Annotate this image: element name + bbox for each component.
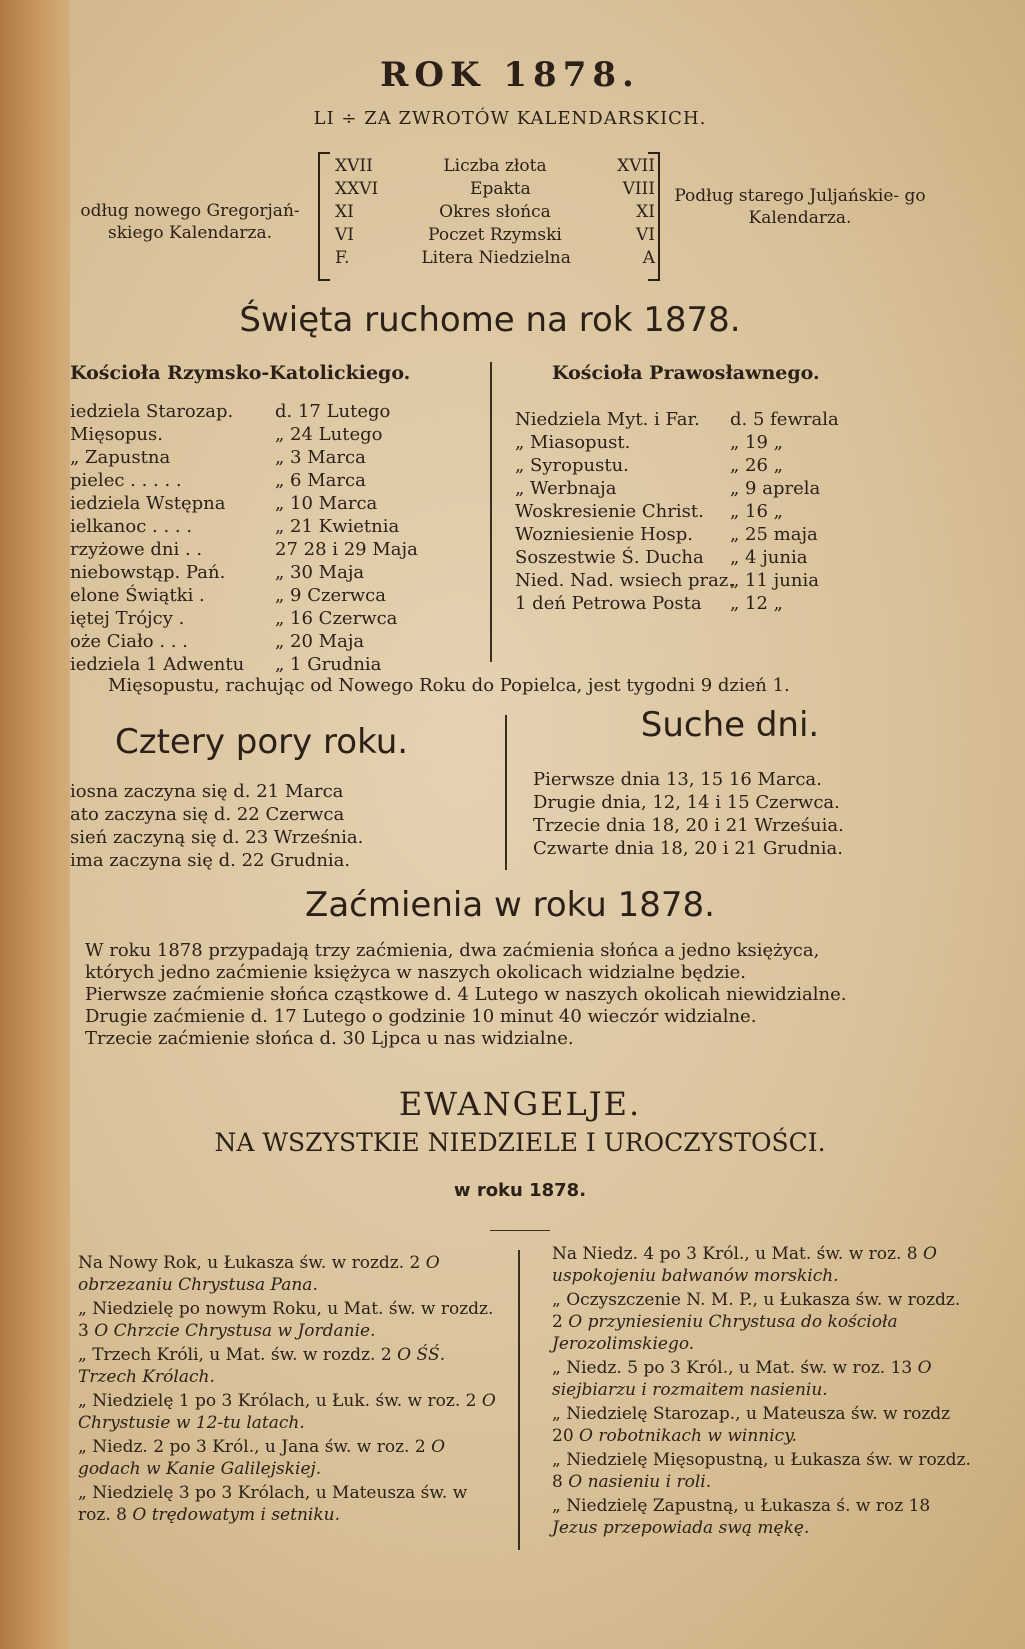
feast-row bbox=[515, 592, 895, 615]
feast-name: iętej Trójcy . bbox=[70, 608, 185, 629]
feast-date: „ 26 „ bbox=[730, 455, 783, 476]
gospel-reference: „ Niedzielę po nowym Roku, u Mat. św. w rozdz. 3 bbox=[78, 1299, 494, 1341]
feast-name: rzyżowe dni . . bbox=[70, 539, 203, 560]
gospel-reference: „ Niedz. 5 po 3 Król., u Mat. św. w roz. 13 bbox=[552, 1358, 913, 1378]
gospel-theme: Jezus przepowiada swą mękę. bbox=[552, 1518, 810, 1538]
page-title: ROK 1878. bbox=[380, 55, 640, 95]
feast-row bbox=[515, 431, 895, 454]
gospel-theme: O siejbiarzu i rozmaitem nasieniu. bbox=[552, 1358, 932, 1400]
gospel-theme: O Chrystusie w 12-tu latach. bbox=[78, 1391, 496, 1433]
gregorian-note: odług nowego Gregorjań- skiego Kalendarza. bbox=[80, 201, 300, 243]
cycle-name: Epakta bbox=[470, 179, 531, 199]
eclipse-line: których jedno zaćmienie księżyca w naszych okolicach widzialne będzie. bbox=[85, 962, 747, 983]
orthodox-heading: Kościoła Prawosławnego. bbox=[552, 362, 820, 384]
feast-name: „ Syropustu. bbox=[515, 455, 629, 476]
cycle-gregorian-value: XI bbox=[335, 202, 354, 222]
feast-date: „ 12 „ bbox=[730, 593, 783, 614]
feast-row bbox=[515, 408, 895, 431]
feast-row bbox=[515, 477, 895, 500]
orthodox-feasts-list bbox=[515, 408, 895, 615]
feast-name: oże Ciało . . . bbox=[70, 631, 188, 652]
feast-row bbox=[70, 538, 470, 561]
gospel-entry bbox=[552, 1289, 972, 1355]
feast-date: „ 21 Kwietnia bbox=[275, 516, 400, 537]
gospel-reference: „ Niedz. 2 po 3 Król., u Jana św. w roz. 2 bbox=[78, 1437, 426, 1457]
eclipse-line: Trzecie zaćmienie słońca d. 30 Ljpca u nas widzialne. bbox=[85, 1028, 574, 1049]
season-line: ato zaczyna się d. 22 Czerwca bbox=[70, 804, 345, 825]
ember-day-line: Drugie dnia, 12, 14 i 15 Czerwca. bbox=[533, 792, 840, 813]
gospels-right-list bbox=[552, 1243, 972, 1541]
gospel-entry bbox=[78, 1436, 498, 1480]
feast-row bbox=[70, 423, 470, 446]
carnival-note: Mięsopustu, rachując od Nowego Roku do Popielca, jest tygodni 9 dzień 1. bbox=[108, 675, 790, 696]
feast-date: „ 16 Czerwca bbox=[275, 608, 398, 629]
feast-name: „ Zapustna bbox=[70, 447, 171, 468]
gospel-entry bbox=[78, 1298, 498, 1342]
ember-day-line: Pierwsze dnia 13, 15 16 Marca. bbox=[533, 769, 822, 790]
ember-days-list bbox=[533, 768, 913, 860]
feast-name: iedziela Starozap. bbox=[70, 401, 234, 422]
gospel-theme: O nasieniu i roli. bbox=[568, 1472, 712, 1492]
gospel-theme: O ŚŚ. Trzech Królach. bbox=[78, 1345, 446, 1387]
gospel-reference: „ Niedzielę Mięsopustną, u Łukasza św. w rozdz. 8 bbox=[552, 1450, 971, 1492]
gospel-entry bbox=[552, 1449, 972, 1493]
page-subtitle: LI ÷ ZA ZWROTÓW KALENDARSKICH. bbox=[313, 108, 707, 129]
gospels-year: w roku 1878. bbox=[453, 1180, 587, 1201]
feast-date: „ 9 aprela bbox=[730, 478, 821, 499]
gospel-theme: O uspokojeniu bałwanów morskich. bbox=[552, 1244, 937, 1286]
seasons-divider bbox=[505, 715, 507, 870]
gospels-divider bbox=[518, 1250, 520, 1550]
cycle-gregorian-value: XXVI bbox=[335, 179, 379, 199]
cycle-row bbox=[335, 247, 655, 270]
feast-date: „ 24 Lutego bbox=[275, 424, 383, 445]
feast-row bbox=[70, 515, 470, 538]
feast-name: „ Miasopust. bbox=[515, 432, 631, 453]
left-bracket bbox=[318, 152, 330, 281]
season-line: ima zaczyna się d. 22 Grudnia. bbox=[70, 850, 351, 871]
feast-name: „ Werbnaja bbox=[515, 478, 617, 499]
ember-days-heading: Suche dni. bbox=[640, 705, 820, 745]
cycle-julian-value: A bbox=[642, 248, 655, 268]
feast-date: „ 19 „ bbox=[730, 432, 783, 453]
ember-day-line: Trzecie dnia 18, 20 i 21 Wrześuia. bbox=[533, 815, 844, 836]
cycle-name: Liczba złota bbox=[443, 156, 547, 176]
gospel-entry bbox=[552, 1357, 972, 1401]
gospel-theme: O obrzezaniu Chrystusa Pana. bbox=[78, 1253, 440, 1295]
gospel-theme: O Chrzcie Chrystusa w Jordanie. bbox=[94, 1321, 376, 1341]
cycle-name: Poczet Rzymski bbox=[428, 225, 562, 245]
feast-date: „ 20 Maja bbox=[275, 631, 365, 652]
feasts-divider bbox=[490, 362, 492, 662]
gospel-entry bbox=[552, 1243, 972, 1287]
feast-date: „ 9 Czerwca bbox=[275, 585, 386, 606]
eclipse-line: W roku 1878 przypadają trzy zaćmienia, dwa zaćmienia słońca a jedno księżyca, bbox=[85, 940, 820, 961]
cycle-julian-value: XI bbox=[636, 202, 655, 222]
cycle-julian-value: VI bbox=[635, 225, 655, 245]
gospel-reference: „ Niedzielę Starozap., u Mateusza św. w rozdz 20 bbox=[552, 1404, 951, 1446]
feast-name: 1 deń Petrowa Posta bbox=[515, 593, 702, 614]
feast-row bbox=[515, 454, 895, 477]
calendar-cycles-table bbox=[335, 155, 655, 270]
gospel-entry bbox=[552, 1495, 972, 1539]
feast-row bbox=[70, 607, 470, 630]
eclipse-line: Drugie zaćmienie d. 17 Lutego o godzinie 10 minut 40 wieczór widzialne. bbox=[85, 1006, 757, 1027]
feast-row bbox=[515, 546, 895, 569]
feast-name: Niedziela Myt. i Far. bbox=[515, 409, 700, 430]
gospel-reference: „ Oczyszczenie N. M. P., u Łukasza św. w rozdz. 2 bbox=[552, 1290, 961, 1332]
season-line: iosna zaczyna się d. 21 Marca bbox=[70, 781, 344, 802]
gospel-entry bbox=[78, 1252, 498, 1296]
feast-row bbox=[70, 400, 470, 423]
ember-day-line: Czwarte dnia 18, 20 i 21 Grudnia. bbox=[533, 838, 843, 859]
book-spine bbox=[0, 0, 70, 1649]
gospels-left-list bbox=[78, 1252, 498, 1528]
feast-row bbox=[515, 569, 895, 592]
cycle-gregorian-value: VI bbox=[335, 225, 354, 245]
feast-row bbox=[70, 630, 470, 653]
feast-name: niebowstąp. Pań. bbox=[70, 562, 226, 583]
julian-note: Podług starego Juljańskie- go Kalendarza. bbox=[674, 186, 926, 228]
feast-date: „ 3 Marca bbox=[275, 447, 366, 468]
feast-name: Wozniesienie Hosp. bbox=[515, 524, 693, 545]
feast-name: pielec . . . . . bbox=[70, 470, 182, 491]
feast-date: „ 16 „ bbox=[730, 501, 783, 522]
catholic-heading: Kościoła Rzymsko-Katolickiego. bbox=[70, 362, 411, 384]
feast-date: 27 28 i 29 Maja bbox=[275, 539, 418, 560]
cycle-gregorian-value: F. bbox=[335, 248, 350, 268]
cycle-julian-value: XVII bbox=[617, 156, 655, 176]
cycle-julian-value: VIII bbox=[622, 179, 655, 199]
eclipse-line: Pierwsze zaćmienie słońca cząstkowe d. 4 Lutego w naszych okolicah niewidzialne. bbox=[85, 984, 847, 1005]
feast-date: d. 17 Lutego bbox=[275, 401, 391, 422]
seasons-heading: Cztery pory roku. bbox=[115, 722, 409, 762]
feast-row bbox=[70, 561, 470, 584]
feast-row bbox=[70, 653, 470, 676]
gospel-theme: O trędowatym i setniku. bbox=[132, 1505, 340, 1525]
gospel-entry bbox=[78, 1344, 498, 1388]
gospel-theme: O przyniesieniu Chrystusa do kościoła Jerozolimskiego. bbox=[552, 1312, 898, 1354]
eclipses-text bbox=[85, 940, 965, 1050]
gospel-reference: „ Trzech Króli, u Mat. św. w rozdz. 2 bbox=[78, 1345, 392, 1365]
gospel-reference: „ Niedzielę 1 po 3 Królach, u Łuk. św. w roz. 2 bbox=[78, 1391, 477, 1411]
gospels-title: EWANGELJE. bbox=[398, 1085, 642, 1123]
movable-feasts-heading: Święta ruchome na rok 1878. bbox=[239, 300, 741, 340]
feast-row bbox=[515, 523, 895, 546]
gospel-entry bbox=[552, 1403, 972, 1447]
feast-name: elone Świątki . bbox=[70, 585, 205, 606]
feast-name: Woskresienie Christ. bbox=[515, 501, 704, 522]
feast-name: ielkanoc . . . . bbox=[70, 516, 193, 537]
gospel-reference: Na Nowy Rok, u Łukasza św. w rozdz. 2 bbox=[78, 1253, 421, 1273]
feast-date: „ 30 Maja bbox=[275, 562, 365, 583]
feast-row bbox=[515, 500, 895, 523]
gospel-theme: O godach w Kanie Galilejskiej. bbox=[78, 1437, 445, 1479]
feast-row bbox=[70, 469, 470, 492]
feast-date: „ 11 junia bbox=[730, 570, 819, 591]
cycle-row bbox=[335, 155, 655, 178]
feast-date: „ 25 maja bbox=[730, 524, 818, 545]
feast-row bbox=[70, 446, 470, 469]
feast-date: „ 4 junia bbox=[730, 547, 808, 568]
feast-date: d. 5 fewrala bbox=[730, 409, 839, 430]
cycle-row bbox=[335, 178, 655, 201]
cycle-row bbox=[335, 224, 655, 247]
feast-date: „ 1 Grudnia bbox=[275, 654, 382, 675]
seasons-list bbox=[70, 780, 490, 872]
gospels-subtitle: NA WSZYSTKIE NIEDZIELE I UROCZYSTOŚCI. bbox=[214, 1128, 826, 1157]
feast-name: iedziela 1 Adwentu bbox=[70, 654, 245, 675]
gospel-reference: „ Niedzielę Zapustną, u Łukasza ś. w roz 18 bbox=[552, 1496, 931, 1516]
feast-row bbox=[70, 584, 470, 607]
feast-name: Soszestwie Ś. Ducha bbox=[515, 547, 704, 568]
feast-name: iedziela Wstępna bbox=[70, 493, 226, 514]
eclipses-heading: Zaćmienia w roku 1878. bbox=[305, 885, 715, 925]
feast-date: „ 10 Marca bbox=[275, 493, 378, 514]
feast-name: Nied. Nad. wsiech praz. bbox=[515, 570, 735, 591]
gospel-reference: „ Niedzielę 3 po 3 Królach, u Mateusza św. w roz. 8 bbox=[78, 1483, 468, 1525]
gospel-reference: Na Niedz. 4 po 3 Król., u Mat. św. w roz. 8 bbox=[552, 1244, 918, 1264]
cycle-name: Okres słońca bbox=[439, 202, 551, 222]
catholic-feasts-list bbox=[70, 400, 470, 676]
cycle-gregorian-value: XVII bbox=[335, 156, 373, 176]
season-line: sień zaczyną się d. 23 Września. bbox=[70, 827, 364, 848]
feast-row bbox=[70, 492, 470, 515]
gospels-separator bbox=[490, 1230, 550, 1231]
gospel-theme: O robotnikach w winnicy. bbox=[579, 1426, 797, 1446]
gospel-entry bbox=[78, 1482, 498, 1526]
cycle-name: Litera Niedzielna bbox=[421, 248, 571, 268]
gospel-entry bbox=[78, 1390, 498, 1434]
cycle-row bbox=[335, 201, 655, 224]
feast-name: Mięsopus. bbox=[70, 424, 163, 445]
feast-date: „ 6 Marca bbox=[275, 470, 366, 491]
